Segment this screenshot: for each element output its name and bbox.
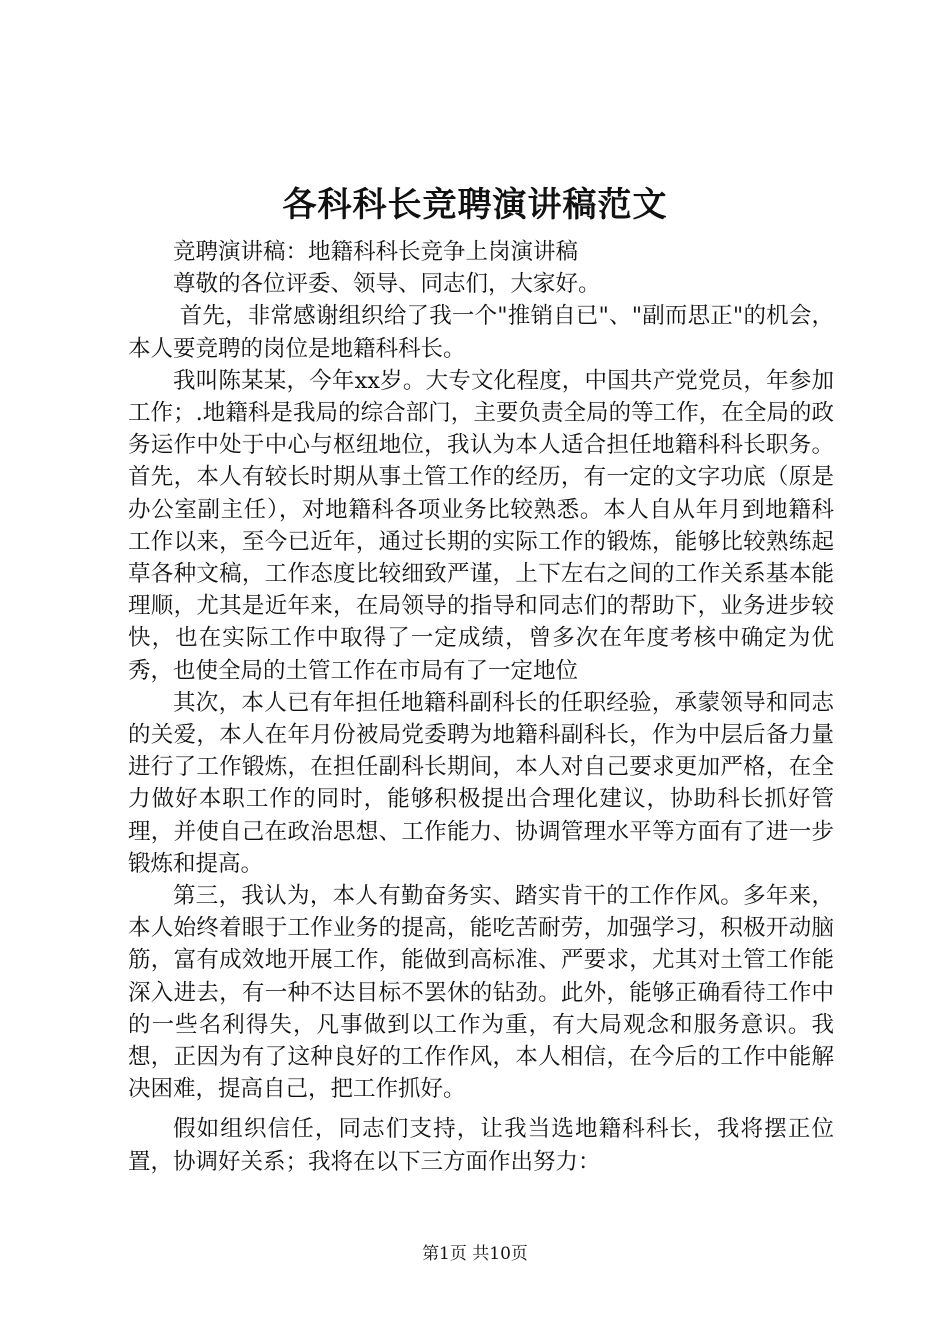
document-body: [128, 236, 834, 1178]
page-footer: 第1页 共10页: [422, 1244, 528, 1264]
paragraph-heading: 竞聘演讲稿：地籍科科长竞争上岗演讲稿: [173, 239, 579, 265]
paragraph-greeting: 尊敬的各位评委、领导、同志们，大家好。: [173, 271, 601, 298]
paragraph-experience: 其次，本人已有年担任地籍科副科长的任职经验，承蒙领导和同志的关爱，本人在年月份被局党委聘为地籍科副科长，作为中层后备力量进行了工作锻炼，在担任副科长期间，本人对自己要求更加严格，在全力做好本职工作的同时，能够积极提出合理化建议，协助科长抓好管理，并使自己在政治思想、工作能力、协调管理水平等方面有了进一步锻炼和提高。: [128, 689, 834, 877]
paragraph-work-style: 第三，我认为，本人有勤奋务实、踏实肯干的工作作风。多年来，本人始终着眼于工作业务的提高，能吃苦耐劳，加强学习，积极开动脑筋，富有成效地开展工作，能做到高标准、严要求，尤其对土管工作能深入进去，有一种不达目标不罢休的钻劲。此外，能够正确看待工作中的一些名利得失，凡事做到以工作为重，有大局观念和服务意识。我想，正因为有了这种良好的工作作风，本人相信，在今后的工作中能解决困难，提高自己，把工作抓好。: [128, 883, 834, 1103]
paragraph-commitment: 假如组织信任，同志们支持，让我当选地籍科科长，我将摆正位置，协调好关系；我将在以下三方面作出努力：: [128, 1116, 834, 1175]
paragraph-self-introduction: 我叫陈某某，今年xx岁。大专文化程度，中国共产党党员，年参加工作；.地籍科是我局的综合部门，主要负责全局的等工作，在全局的政务运作中处于中心与枢纽地位，我认为本人适合担任地籍科科长职务。首先，本人有较长时期从事土管工作的经历，有一定的文字功底（原是办公室副主任），对地籍科各项业务比较熟悉。本人自从年月到地籍科工作以来，至今已近年，通过长期的实际工作的锻炼，能够比较熟练起草各种文稿，工作态度比较细致严谨，上下左右之间的工作关系基本能理顺，尤其是近年来，在局领导的指导和同志们的帮助下，业务进步较快，也在实际工作中取得了一定成绩，曾多次在年度考核中确定为优秀，也使全局的土管工作在市局有了一定地位: [128, 367, 834, 684]
paragraph-intro: 首先，非常感谢组织给了我一个"推销自已"、"副而思正"的机会，本人要竞聘的岗位是地籍科科长。: [128, 303, 834, 362]
document-title: 各科科长竞聘演讲稿范文: [282, 185, 668, 225]
